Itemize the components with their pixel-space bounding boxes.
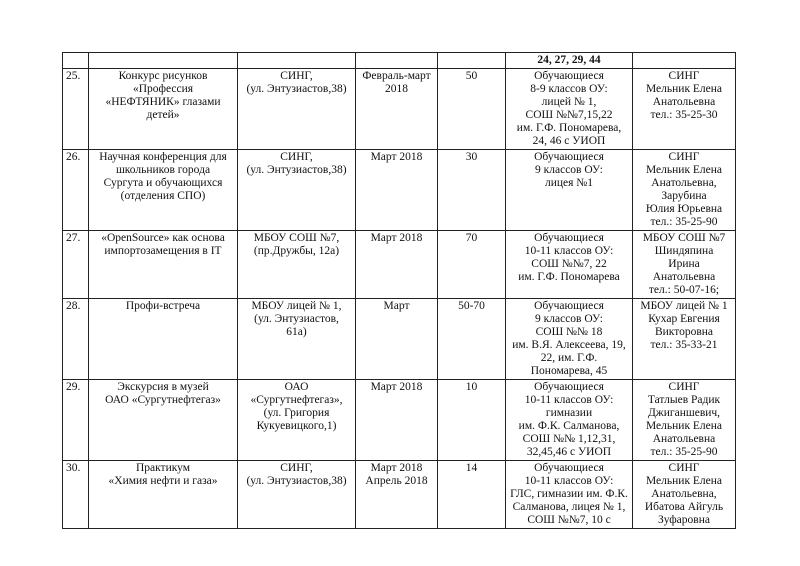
contact-cell: СИНГ Татлыев Радик Джиганшевич, Мельник Елена Анатольевна тел.: 35-25-90	[633, 380, 736, 461]
place-cell: СИНГ, (ул. Энтузиастов,38)	[238, 461, 356, 529]
participants-cell: Обучающиеся 10-11 классов ОУ: гимназии им. Ф.К. Салманова, СОШ №№ 1,12,31, 32,45,46 с УИОП	[506, 380, 633, 461]
table-row-continued	[63, 53, 736, 69]
row-number: 26.	[63, 150, 89, 231]
event-cell: «OpenSource» как основа импортозамещения в IT	[89, 231, 238, 299]
participants-cell: Обучающиеся 10-11 классов ОУ: ГЛС, гимназии им. Ф.К. Салманова, лицея № 1, СОШ №№7, 10 с	[506, 461, 633, 529]
place-cell: СИНГ, (ул. Энтузиастов,38)	[238, 150, 356, 231]
table-row	[63, 231, 736, 299]
count-cell: 30	[438, 150, 506, 231]
table-row	[63, 299, 736, 380]
date-cell: Март	[356, 299, 438, 380]
participants-cell: Обучающиеся 8-9 классов ОУ: лицей № 1, СОШ №№7,15,22 им. Г.Ф. Пономарева, 24, 46 с УИОП	[506, 69, 633, 150]
count-cell: 50	[438, 69, 506, 150]
row-number: 25.	[63, 69, 89, 150]
participants-cell: Обучающиеся 10-11 классов ОУ: СОШ №№7, 22 им. Г.Ф. Пономарева	[506, 231, 633, 299]
table-row	[63, 461, 736, 529]
event-cell: Научная конференция для школьников города Сургута и обучающихся (отделения СПО)	[89, 150, 238, 231]
row-number: 27.	[63, 231, 89, 299]
participants-cell: Обучающиеся 9 классов ОУ: СОШ №№ 18 им. В.Я. Алексеева, 19, 22, им. Г.Ф. Пономарева, 45	[506, 299, 633, 380]
event-cell: Конкурс рисунков «Профессия «НЕФТЯНИК» глазами детей»	[89, 69, 238, 150]
contact-cell: СИНГ Мельник Елена Анатольевна, Зарубина Юлия Юрьевна тел.: 35-25-90	[633, 150, 736, 231]
count-cell: 50-70	[438, 299, 506, 380]
date-cell: Март 2018	[356, 150, 438, 231]
participants-cell: 24, 27, 29, 44	[506, 53, 633, 69]
count-cell: 14	[438, 461, 506, 529]
date-cell: Март 2018	[356, 231, 438, 299]
table-row	[63, 69, 736, 150]
row-number: 28.	[63, 299, 89, 380]
count-cell: 10	[438, 380, 506, 461]
event-cell: Профи-встреча	[89, 299, 238, 380]
date-cell: Март 2018	[356, 380, 438, 461]
place-cell: МБОУ СОШ №7, (пр.Дружбы, 12а)	[238, 231, 356, 299]
count-cell: 70	[438, 231, 506, 299]
place-cell: СИНГ, (ул. Энтузиастов,38)	[238, 69, 356, 150]
place-cell: МБОУ лицей № 1, (ул. Энтузиастов, 61а)	[238, 299, 356, 380]
contact-cell: СИНГ Мельник Елена Анатольевна тел.: 35-25-30	[633, 69, 736, 150]
table-row	[63, 150, 736, 231]
contact-cell: МБОУ СОШ №7 Шиндяпина Ирина Анатольевна тел.: 50-07-16;	[633, 231, 736, 299]
participants-cell: Обучающиеся 9 классов ОУ: лицея №1	[506, 150, 633, 231]
event-cell: Экскурсия в музей ОАО «Сургутнефтегаз»	[89, 380, 238, 461]
date-cell: Февраль-март 2018	[356, 69, 438, 150]
row-number: 29.	[63, 380, 89, 461]
date-cell: Март 2018 Апрель 2018	[356, 461, 438, 529]
place-cell: ОАО «Сургутнефтегаз», (ул. Григория Кукуевицкого,1)	[238, 380, 356, 461]
contact-cell: МБОУ лицей № 1 Кухар Евгения Викторовна тел.: 35-33-21	[633, 299, 736, 380]
event-cell: Практикум «Химия нефти и газа»	[89, 461, 238, 529]
events-table	[62, 52, 736, 529]
row-number: 30.	[63, 461, 89, 529]
table-row	[63, 380, 736, 461]
contact-cell: СИНГ Мельник Елена Анатольевна, Ибатова Айгуль Зуфаровна	[633, 461, 736, 529]
